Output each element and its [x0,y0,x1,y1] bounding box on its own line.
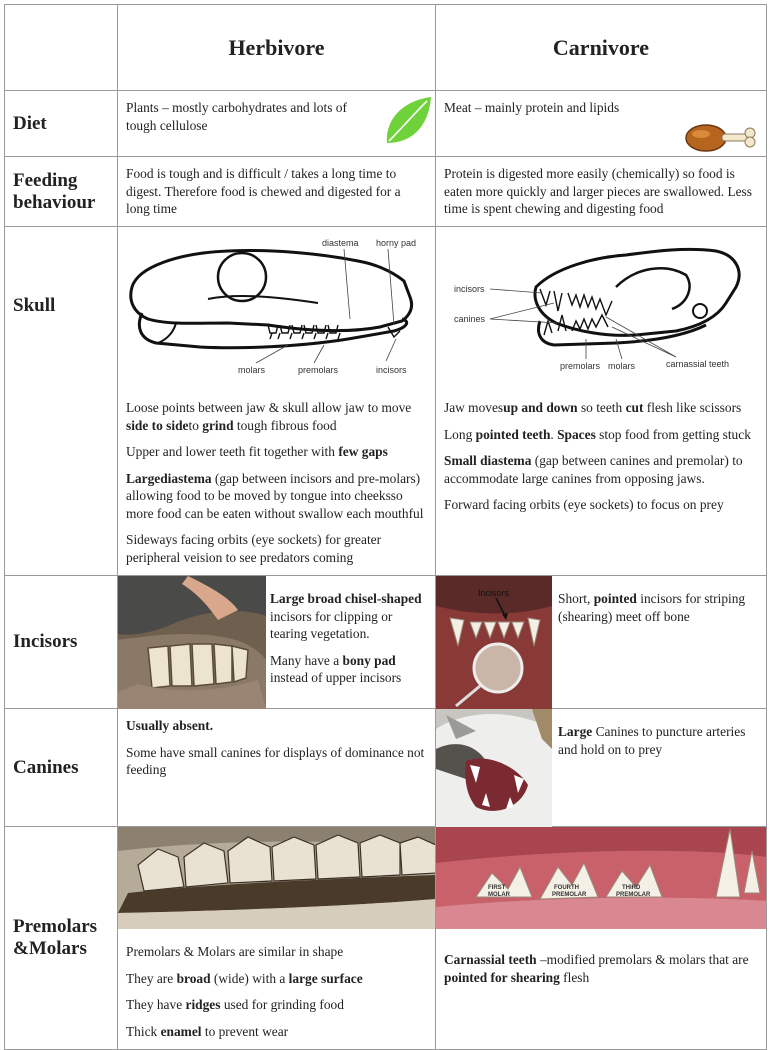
herb-label-diastema: diastema [322,238,359,248]
text-bold: Small diastema [444,453,532,468]
canines-carnivore-text [558,723,758,767]
text-bold: few gaps [338,444,388,459]
skull-herbivore-text [118,387,435,566]
herb-canine-point-1 [126,717,427,735]
diet-row [5,91,767,157]
text: Short, [558,591,594,606]
feeding-label [5,157,118,227]
molars-row [5,827,767,1050]
canines-herbivore-text [118,709,435,779]
text: to [188,417,203,433]
carn-label-incisors: incisors [454,284,485,294]
text: (wide) with a [210,970,289,986]
carn-skull-point-4: Forward facing orbits (eye sockets) to focus on prey [444,497,724,512]
text: Loose points between jaw & skull allow jaw to move [126,400,412,415]
incisors-label: Incisors [5,576,118,709]
text-bold: Carnassial teeth [444,952,537,967]
diet-carnivore-cell [436,91,767,157]
incisors-row [5,576,767,709]
herb-molar-point-1: Premolars & Molars are similar in shape [126,944,344,959]
photo-label-fourth-premolar-b: PREMOLAR [552,892,587,898]
photo-label-fourth-premolar-a: FOURTH [554,885,579,891]
text-bold: large surface [288,970,363,986]
header-row [5,5,767,91]
molars-carnivore-cell [436,827,767,1050]
diet-herbivore-text: Plants – mostly carbohydrates and lots of tough cellulose [126,100,347,133]
text: tough fibrous food [233,417,337,433]
text-bold: pointed for shearing [444,969,560,985]
text: stop food from getting stuck [595,426,751,442]
photo-label-first-molar-a: FIRST [488,885,506,891]
herb-molar-point-3 [126,996,427,1014]
herb-skull-point-1 [126,399,427,434]
text: Canines to puncture arteries and hold on to prey [558,724,746,757]
text-bold: Large [558,724,593,739]
corner-cell [5,5,118,91]
text: Long [444,426,476,442]
text-bold: diastema [160,470,212,486]
green-leaf-icon [383,95,433,147]
carnivore-skull-diagram [436,227,767,387]
canines-label: Canines [5,709,118,827]
text-bold: Large [126,470,161,486]
herb-label-horny-pad: horny pad [376,238,417,248]
herbivore-heading: Herbivore [118,5,436,91]
text-bold: broad [176,970,211,986]
herb-incisor-point-2 [270,652,430,687]
skull-carnivore-cell [436,227,767,576]
herb-molar-point-4 [126,1023,427,1041]
herb-label-incisors: incisors [376,365,407,375]
text-bold: enamel [160,1023,202,1039]
text: . [550,426,558,442]
herb-label-premolars: premolars [298,365,339,375]
text: Thick [126,1023,161,1039]
skull-herbivore-cell [118,227,436,576]
feeding-label-line1: Feeding [13,169,78,191]
carn-molar-point-1 [444,951,758,986]
meat-drumstick-icon [684,121,760,153]
diet-carnivore-text: Meat – mainly protein and lipids [444,100,620,115]
herbivore-skull-diagram [118,227,436,387]
carn-skull-point-2 [444,426,758,444]
diet-label: Diet [5,91,118,157]
feeding-carnivore-cell [436,157,767,227]
text: They are [126,970,177,986]
feeding-herbivore-cell [118,157,436,227]
dog-incisors-photo [436,576,552,709]
carn-label-canines: canines [454,314,486,324]
molars-label-line2: &Molars [13,938,87,959]
horse-incisors-photo [118,576,266,709]
feeding-herbivore-text: Food is tough and is difficult / takes a long time to digest. Therefore food is chewed and digested for a long time [126,166,401,216]
cat-canines-photo [436,709,552,827]
comparison-table [4,4,767,1050]
carn-canine-point-1 [558,723,758,758]
skull-carnivore-text [436,387,766,514]
carn-label-molars: molars [608,361,636,371]
text-bold: ridges [185,997,221,1012]
molars-carnivore-text [436,929,766,986]
text: to prevent wear [201,1023,289,1039]
herb-canine-point-2: Some have small canines for displays of dominance not feeding [126,744,425,777]
incisors-herbivore-cell [118,576,436,709]
molars-herbivore-cell [118,827,436,1050]
photo-label-third-premolar-a: THIRD [622,885,641,891]
incisors-carnivore-cell [436,576,767,709]
photo-label-first-molar-b: MOLAR [488,892,510,898]
text-bold: cut [625,400,644,415]
text: flesh like scissors [643,400,742,415]
carn-label-premolars: premolars [560,361,601,371]
molars-label-line1: Premolars [13,916,98,937]
carnivore-heading: Carnivore [436,5,767,91]
text: so teeth [577,400,626,415]
skull-row [5,227,767,576]
feeding-label-line2: behaviour [13,191,96,213]
molars-label [5,827,118,1050]
text: –modified premolars & molars that are [536,952,749,967]
canines-carnivore-cell [436,709,767,827]
carn-label-carnassial: carnassial teeth [666,359,730,369]
carn-skull-point-1 [444,399,758,417]
carn-skull-point-3 [444,452,758,487]
text-bold: side to side [126,417,189,433]
text: Many have a [270,652,343,668]
text-bold: pointed teeth [475,426,551,442]
canines-row [5,709,767,827]
feeding-carnivore-text: Protein is digested more easily (chemically) so food is eaten more quickly and larger pieces are swallowed. Less time is spent chewing and digesting food [444,166,752,216]
text-bold: bony pad [342,652,396,668]
incisors-carnivore-text [558,590,758,634]
skull-label: Skull [5,227,118,576]
photo-label-third-premolar-b: PREMOLAR [616,892,651,898]
text-bold: Usually absent. [126,718,214,733]
text: incisors for striping (shearing) meet off bone [558,591,746,624]
incisors-herbivore-text [270,590,430,696]
text-bold: up and down [503,400,578,415]
text: (gap between incisors and pre-molars) allowing food to be moved by tongue into cheeksso more food can be eaten without swallow each mouthful [126,470,424,521]
herb-incisor-point-1 [270,590,430,643]
text-bold: Spaces [557,426,596,442]
carnivore-molars-photo [436,827,766,929]
herb-skull-point-4: Sideways facing orbits (eye sockets) for greater peripheral veision to see predators coming [126,532,382,565]
text: They have [126,997,186,1012]
herb-label-molars: molars [238,365,266,375]
text: flesh [559,969,590,985]
molars-herbivore-text [118,929,435,1040]
feeding-row [5,157,767,227]
text-bold: grind [202,417,234,433]
diet-herbivore-cell [118,91,436,157]
text: instead of upper incisors [270,670,402,685]
herb-molar-point-2 [126,970,427,988]
text: (gap between canines and premolar) to accommodate large canines from opposing jaws. [444,453,743,486]
text: used for grinding food [220,997,344,1012]
text: incisors for clipping or tearing vegetation. [270,608,393,641]
text: Upper and lower teeth fit together with [126,444,339,459]
text-bold: Large broad chisel-shaped [270,591,422,606]
herb-skull-point-3 [126,470,427,523]
carn-incisor-point-1 [558,590,758,625]
herbivore-molars-photo [118,827,435,929]
photo-label-incisors: Incisors [478,588,510,598]
text: Jaw moves [444,400,504,415]
canines-herbivore-cell [118,709,436,827]
text-bold: pointed [593,591,637,606]
herb-skull-point-2 [126,443,427,461]
